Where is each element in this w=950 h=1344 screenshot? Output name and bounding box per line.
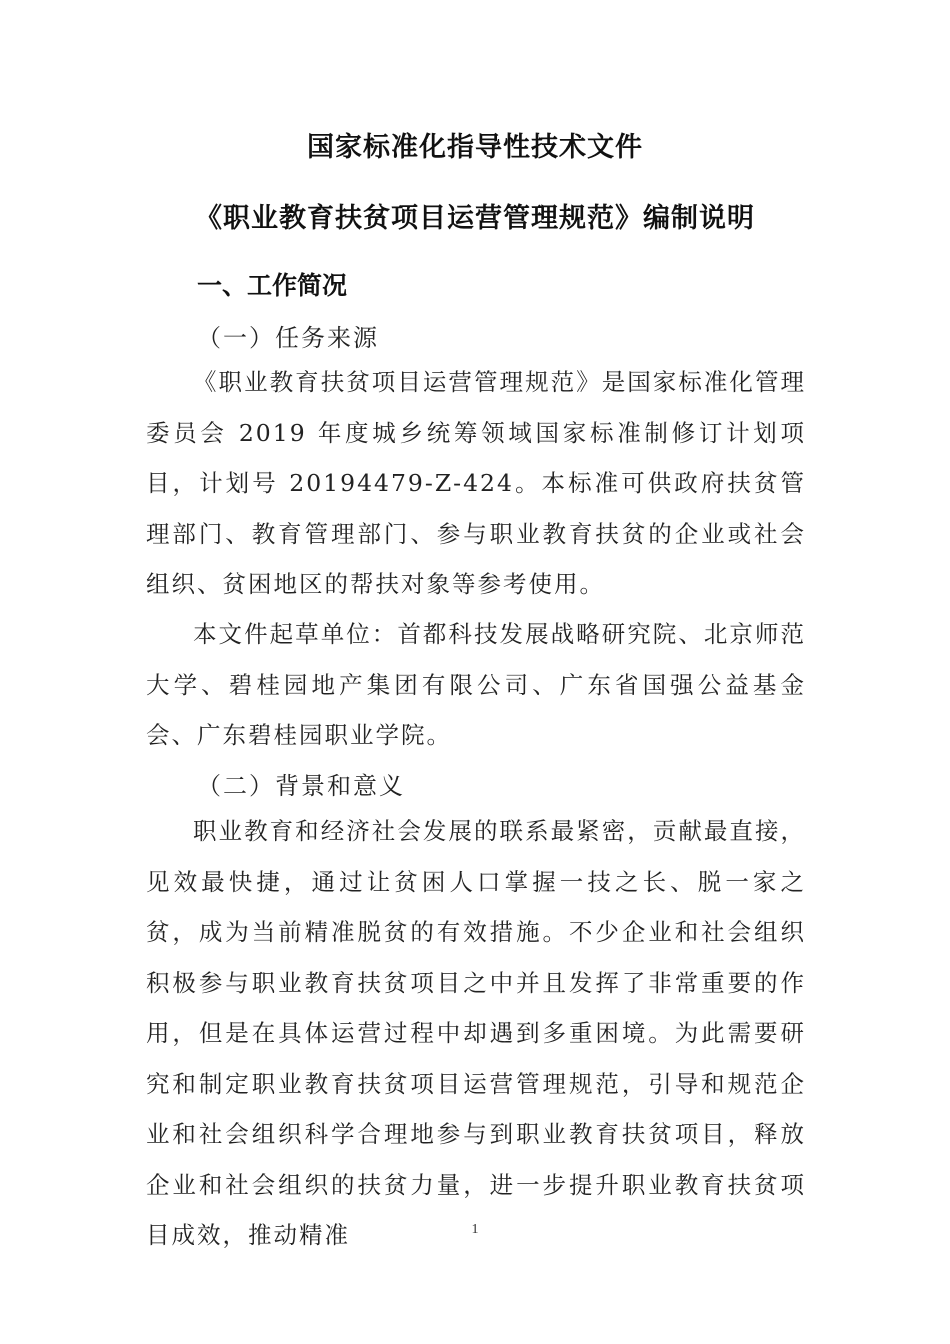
paragraph-drafting-units: 本文件起草单位：首都科技发展战略研究院、北京师范大学、碧桂园地产集团有限公司、广东省国强公益基金会、广东碧桂园职业学院。 [146,620,806,749]
document-title-line1: 国家标准化指导性技术文件 [307,132,643,163]
section-heading-work-overview: 一、工作简况 [197,271,348,300]
subsection-heading-task-source: （一）任务来源 [197,324,379,352]
paragraph-background: 职业教育和经济社会发展的联系最紧密，贡献最直接，见效最快捷，通过让贫困人口掌握一技之长、脱一家之贫，成为当前精准脱贫的有效措施。不少企业和社会组织积极参与职业教育扶贫项目之中并且发挥了非常重要的作用，但是在具体运营过程中却遇到多重困境。为此需要研究和制定职业教育扶贫项目运营管理规范，引导和规范企业和社会组织科学合理地参与到职业教育扶贫项目，释放企业和社会组织的扶贫力量，进一步提升职业教育扶贫项目成效，推动精准 [146,817,806,1249]
document-title-line2: 《职业教育扶贫项目运营管理规范》编制说明 [195,203,755,234]
subsection-heading-background: （二）背景和意义 [197,772,405,800]
page-number: 1 [471,1222,479,1237]
paragraph-task-source: 《职业教育扶贫项目运营管理规范》是国家标准化管理委员会 2019 年度城乡统筹领域国家标准制修订计划项目，计划号 20194479-Z-424。本标准可供政府扶贫管理部门、教育管理部门、参与职业教育扶贫的企业或社会组织、贫困地区的帮扶对象等参考使用。 [146,368,806,598]
